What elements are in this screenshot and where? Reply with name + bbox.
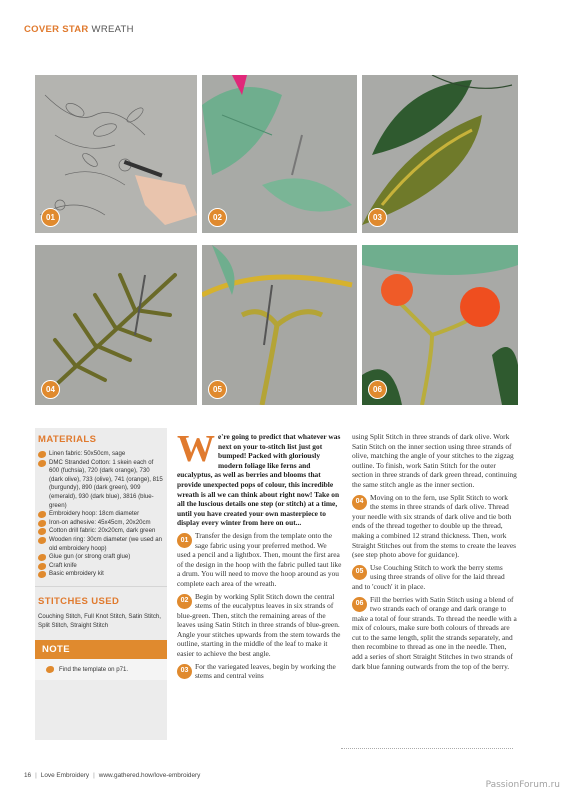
step-paragraph [177,662,342,681]
note-text: Find the template on p71. [35,659,167,680]
watermark: PassionForum.ru [485,780,560,790]
step-badge: 04 [41,380,60,399]
step-photo-03 [362,75,518,233]
end-divider [341,748,513,749]
step-badge: 03 [368,208,387,227]
step-text: Transfer the design from the template onto the sage fabric using your preferred method. We used a pencil and a lightbox. Then, mount the first area of the design in the hoop with the fabric pulled taut like a drum. You will need to move the hoop around as you complete each area of the wreath. [177,530,342,588]
material-item: DMC Stranded Cotton: 1 skein each of 600 (fuchsia), 720 (dark orange), 730 (dark olive), 733 (olive), 741 (orange), 815 (burgundy), 890 (dark green), 909 (emerald), 930 (dark blue), 3816 (blue-green) [38,459,163,511]
intro-text: e're going to predict that whatever was next on your to-stitch list just got bumped! Packed with gloriously modern foliage like ferns and eucalyptus, as well as berries and blooms that provide unexpected pops of colour, this incredible wreath is all we can think about right now! Take on all the luscious details one step (or stitch) at a time, until you have created your own masterpiece to display every winter from here on out... [177,432,341,528]
step-text: Use Couching Stitch to work the berry stems using three strands of olive for the laid thread and to 'couch' it in place. [352,562,505,591]
step-paragraph [352,563,517,592]
page-footer: 16 | Love Embroidery | www.gathered.how/love-embroidery [24,772,201,779]
materials-sidebar [35,428,167,740]
material-item: Basic embroidery kit [38,570,163,579]
step-text: For the variegated leaves, begin by working the stems and central veins [195,661,336,681]
text-column-3 [352,432,517,671]
step-photo-02 [202,75,357,233]
magazine-name: Love Embroidery [40,772,90,779]
note-title: NOTE [35,640,167,659]
step-photo-04 [35,245,197,405]
stitches-title: STITCHES USED [35,586,167,612]
step-photo-06 [362,245,518,405]
step-paragraph [352,493,517,560]
intro-paragraph [177,428,342,528]
step-text: Fill the berries with Satin Stitch using a blend of two strands each of orange and dark orange to make a total of four strands. To thread the needle with a mix of colours, make sure both colours of threads are cut to the same length, split the strands separately, and then recombine to thread as one in the needle. Then, add a series of short Straight Stitches in two strands of dark blue fanning outwards from the top of the berry. [352,594,517,671]
step-number: 06 [352,597,367,612]
page-header [24,24,134,35]
material-item: Embroidery hoop: 18cm diameter [38,510,163,519]
step-paragraph [177,592,342,659]
step-number: 04 [352,495,367,510]
text-column-2 [177,428,342,681]
material-item: Glue gun (or strong craft glue) [38,553,163,562]
step-number: 03 [177,664,192,679]
section-label: COVER STAR [24,24,89,35]
footer-url[interactable]: www.gathered.how/love-embroidery [98,772,201,779]
stitches-text: Couching Stitch, Full Knot Stitch, Satin Stitch, Split Stitch, Straight Stitch [38,612,161,629]
material-item: Linen fabric: 50x50cm, sage [38,450,163,459]
step-badge: 02 [208,208,227,227]
note-box [35,640,167,680]
material-item: Cotton drill fabric: 20x20cm, dark green [38,527,163,536]
step-badge: 05 [208,380,227,399]
section-title: WREATH [91,24,134,35]
step-number: 02 [177,594,192,609]
materials-list [35,450,167,579]
materials-title: MATERIALS [38,434,97,445]
material-item: Iron-on adhesive: 45x45cm, 20x20cm [38,519,163,528]
material-item: Craft knife [38,562,163,571]
step-photo-05 [202,245,357,405]
step-text: Moving on to the fern, use Split Stitch to work the stems in three strands of dark olive. Thread your needle with six strands of dark olive and tie both ends of the thread together to double up the thread, making a combined 12 strand thickness. Then, work Straight Stitches out from the stems to create the leaves (see step photo above for guidance). [352,492,516,560]
step-badge: 06 [368,380,387,399]
drop-cap: W [177,428,215,470]
step-number: 05 [352,565,367,580]
step-photo-01 [35,75,197,233]
step-paragraph [352,595,517,672]
step-number: 01 [177,533,192,548]
step-paragraph [177,531,342,589]
page-number: 16 [24,772,32,779]
continuation-paragraph: using Split Stitch in three strands of dark olive. Work Satin Stitch on the inner section using three strands of olive, matching the angle of your stitches to the zigzag outline. To finish, work Satin Stitch for the outer section in three strands of dark green thread, continuing the same stitch angle as the inner section. [352,432,517,489]
material-item: Wooden ring: 30cm diameter (we used an old embroidery hoop) [38,536,163,553]
step-text: Begin by working Split Stitch down the central stems of the eucalyptus leaves in six strands of blue-green. Then, stitch the remaining areas of the leaves using Satin Stitch in three strands of blue-green. Angle your stitches upwards from the stem towards the outline, starting in the middle of the leaf to make it easier to achieve the best angle. [177,591,341,659]
step-badge: 01 [41,208,60,227]
